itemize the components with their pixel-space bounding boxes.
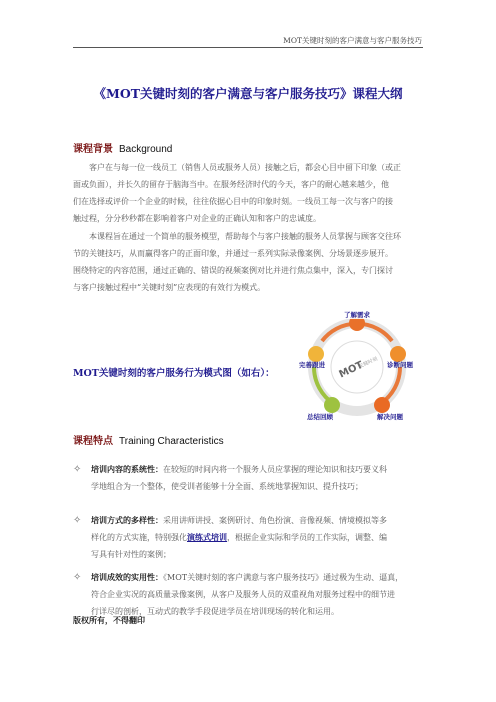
feature-text: 采用讲师讲授、案例研讨、角色扮演、音像视频、情境模拟等多 [163, 516, 387, 525]
paragraph-line: 客户在与每一位一线员工（销售人员或服务人员）接触之后，都会心目中留下印象（或正 [89, 163, 401, 172]
center-label: MOT [337, 359, 365, 381]
paragraph-line: 围绕特定的内容范围，通过正确的、错误的视频案例对比并进行焦点集中，深入，专门探讨 [73, 266, 393, 275]
feature-item-1 [73, 461, 433, 495]
copyright-notice: 版权所有，不得翻印 [73, 615, 145, 625]
diamond-bullet-icon: ✧ [73, 572, 82, 583]
feature-item-2 [73, 512, 433, 563]
node-dot [324, 397, 340, 413]
section-heading-cn: 课程特点 [73, 436, 113, 447]
node-dot [374, 397, 390, 413]
node-dot [390, 346, 406, 362]
feature-text: ，根据企业实际和学员的工作实际，调整、编 [227, 533, 387, 542]
center-sub-label: 关键时刻 [357, 356, 379, 371]
diamond-bullet-icon: ✧ [73, 515, 82, 526]
section-heading-background [73, 140, 172, 155]
node-dot [308, 346, 324, 362]
node-follow-up [299, 346, 326, 369]
feature-text: 《MOT关键时刻的客户满意与客户服务技巧》通过极为生动、逼真， [163, 573, 404, 582]
paragraph-line: 本课程旨在通过一个简单的服务模型，帮助每个与客户接触的服务人员掌握与顾客交往环 [89, 232, 401, 241]
section-heading-en: Background [119, 144, 173, 155]
mot-cycle-diagram [296, 307, 418, 427]
feature-key: 培训成效的实用性： [91, 572, 163, 582]
feature-key: 培训内容的系统性： [91, 464, 163, 474]
feature-text: 写具有针对性的案例； [91, 550, 171, 559]
header-divider [73, 47, 423, 48]
node-diagnose [387, 346, 414, 369]
node-label: 了解需求 [344, 311, 370, 319]
node-label: 完善跟进 [299, 361, 325, 369]
diamond-bullet-icon: ✧ [73, 464, 82, 475]
feature-text: 行详尽的剖析，互动式的教学手段促进学员在培训现场的转化和运用。 [91, 607, 339, 616]
model-heading: MOT关键时刻的客户服务行为模式图（如右）： [73, 368, 275, 379]
feature-key: 培训方式的多样性： [91, 515, 163, 525]
feature-item-3 [73, 569, 433, 620]
node-label: 解决问题 [377, 413, 403, 421]
feature-text: 在较短的时间内将一个服务人员应掌握的理论知识和技巧要义科 [163, 465, 387, 474]
paragraph-line: 触过程，分分秒秒都在影响着客户对企业的正确认知和客户的忠诚度。 [73, 214, 321, 223]
paragraph-line: 们在选择或评价一个企业的时候，往往依据心目中的印象时刻。一线员工每一次与客户的接 [73, 197, 393, 206]
paragraph-line: 与客户接触过程中“关键时刻”应表现的有效行为模式。 [73, 283, 266, 292]
background-paragraph-2 [73, 228, 423, 296]
document-title: 《MOT关键时刻的客户满意与客户服务技巧》课程大纲 [93, 86, 403, 101]
feature-text: 样化的方式实施，特别强化 [91, 533, 187, 542]
paragraph-line: 节的关键技巧，从而赢得客户的正面印象，并通过一系列实际录像案例、分场景逐步展开。 [73, 249, 393, 258]
section-heading-cn: 课程背景 [73, 144, 113, 155]
emphasis-text: 演练式培训 [187, 532, 227, 542]
paragraph-line: 面或负面），并长久的留存于脑海当中。在服务经济时代的今天，客户的耐心越来越少，他 [73, 180, 389, 189]
background-paragraph-1 [73, 159, 423, 227]
running-header: MOT关键时刻的客户满意与客户服务技巧 [283, 36, 422, 45]
node-label: 总结回顾 [307, 413, 333, 421]
feature-text: 学地组合为一个整体，使受训者能够十分全面、系统地掌握知识、提升技巧； [91, 482, 363, 491]
section-heading-en: Training Characteristics [119, 436, 224, 447]
section-heading-features [73, 432, 224, 447]
feature-text: 符合企业实况的高质量录像案例，从客户及服务人员的双重视角对服务过程中的细节进 [91, 590, 395, 599]
node-label: 诊断问题 [387, 361, 413, 369]
